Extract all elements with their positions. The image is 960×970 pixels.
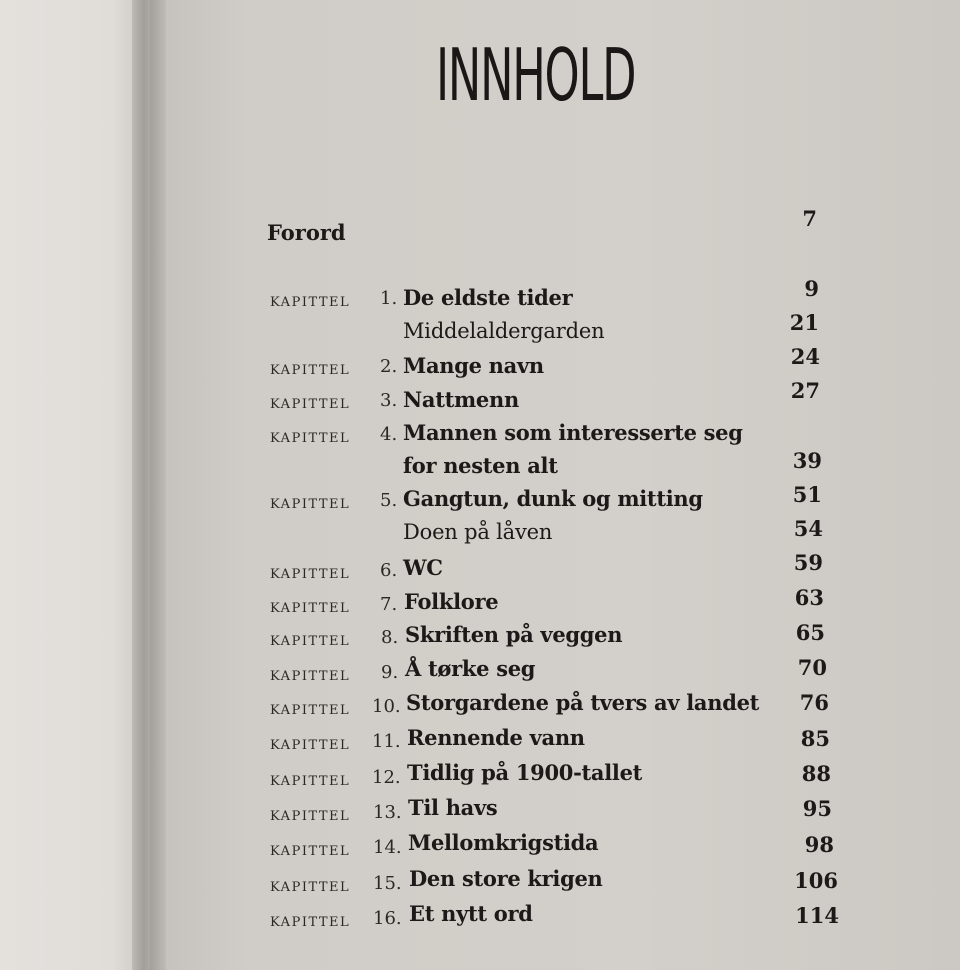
subsection-middelaldergarden: Middelaldergarden (403, 319, 605, 343)
chapter-4-page: 39 (792, 448, 822, 473)
chapter-6-title: WC (403, 555, 443, 580)
chapter-1-label: kapittel (270, 289, 351, 311)
chapter-4-title: Mannen som interesserte seg (403, 420, 743, 445)
chapter-9-label: kapittel (270, 663, 351, 685)
chapter-12-page: 88 (801, 761, 831, 786)
chapter-1-number: 1. (380, 288, 398, 309)
chapter-16-page: 114 (795, 903, 839, 928)
left-page (0, 0, 140, 970)
chapter-3-title: Nattmenn (403, 387, 519, 412)
chapter-15-label: kapittel (270, 874, 351, 896)
chapter-3-label: kapittel (270, 391, 351, 413)
chapter-13-number: 13. (373, 802, 402, 823)
chapter-8-label: kapittel (270, 628, 351, 650)
subsection-middelaldergarden-page: 21 (789, 310, 819, 335)
chapter-10-page: 76 (799, 690, 829, 715)
chapter-11-label: kapittel (270, 732, 351, 754)
chapter-13-label: kapittel (270, 803, 351, 825)
subsection-doen-paa-laaven-page: 54 (793, 516, 823, 541)
chapter-2-page: 24 (790, 344, 820, 369)
chapter-9-number: 9. (381, 662, 399, 683)
chapter-1-page: 9 (804, 276, 819, 301)
chapter-15-number: 15. (373, 873, 402, 894)
chapter-6-page: 59 (793, 550, 823, 575)
chapter-14-page: 98 (804, 832, 834, 857)
chapter-11-number: 11. (372, 731, 401, 752)
chapter-2-title: Mange navn (403, 353, 544, 378)
book-gutter (132, 0, 166, 970)
chapter-9-title: Å tørke seg (405, 656, 536, 681)
chapter-13-title: Til havs (408, 795, 498, 820)
chapter-10-number: 10. (372, 696, 401, 717)
chapter-7-number: 7. (380, 594, 398, 615)
chapter-15-title: Den store krigen (409, 866, 603, 891)
chapter-15-page: 106 (794, 868, 838, 893)
chapter-12-label: kapittel (270, 768, 351, 790)
chapter-9-page: 70 (797, 655, 827, 680)
chapter-5-title: Gangtun, dunk og mitting (403, 486, 703, 511)
chapter-5-label: kapittel (270, 491, 351, 513)
chapter-5-page: 51 (792, 482, 822, 507)
foreword-title: Forord (267, 220, 346, 245)
chapter-10-title: Storgardene på tvers av landet (406, 690, 760, 715)
chapter-3-page: 27 (790, 378, 820, 403)
chapter-2-number: 2. (380, 356, 398, 377)
chapter-7-page: 63 (794, 585, 824, 610)
foreword-page: 7 (802, 206, 817, 231)
chapter-8-page: 65 (795, 620, 825, 645)
chapter-11-title: Rennende vann (407, 725, 585, 750)
chapter-8-number: 8. (381, 627, 399, 648)
chapter-14-number: 14. (373, 837, 402, 858)
chapter-6-label: kapittel (270, 561, 351, 583)
chapter-2-label: kapittel (270, 357, 351, 379)
chapter-13-page: 95 (802, 796, 832, 821)
chapter-4-label: kapittel (270, 425, 351, 447)
chapter-12-number: 12. (372, 767, 401, 788)
chapter-7-title: Folklore (404, 589, 499, 614)
chapter-16-label: kapittel (270, 909, 351, 931)
subsection-doen-paa-laaven: Doen på låven (403, 520, 553, 544)
page-title: INNHOLD (436, 33, 636, 117)
chapter-5-number: 5. (380, 490, 398, 511)
chapter-12-title: Tidlig på 1900-tallet (407, 760, 643, 785)
chapter-16-number: 16. (373, 908, 402, 929)
chapter-14-title: Mellomkrigstida (408, 830, 599, 855)
chapter-1-title: De eldste tider (403, 285, 573, 310)
chapter-7-label: kapittel (270, 595, 351, 617)
chapter-11-page: 85 (800, 726, 830, 751)
chapter-3-number: 3. (380, 390, 398, 411)
chapter-8-title: Skriften på veggen (405, 622, 623, 647)
chapter-10-label: kapittel (270, 697, 351, 719)
chapter-4-number: 4. (380, 424, 398, 445)
chapter-4-title-continued: for nesten alt (403, 453, 558, 478)
chapter-6-number: 6. (380, 560, 398, 581)
chapter-16-title: Et nytt ord (409, 901, 533, 926)
chapter-14-label: kapittel (270, 838, 351, 860)
